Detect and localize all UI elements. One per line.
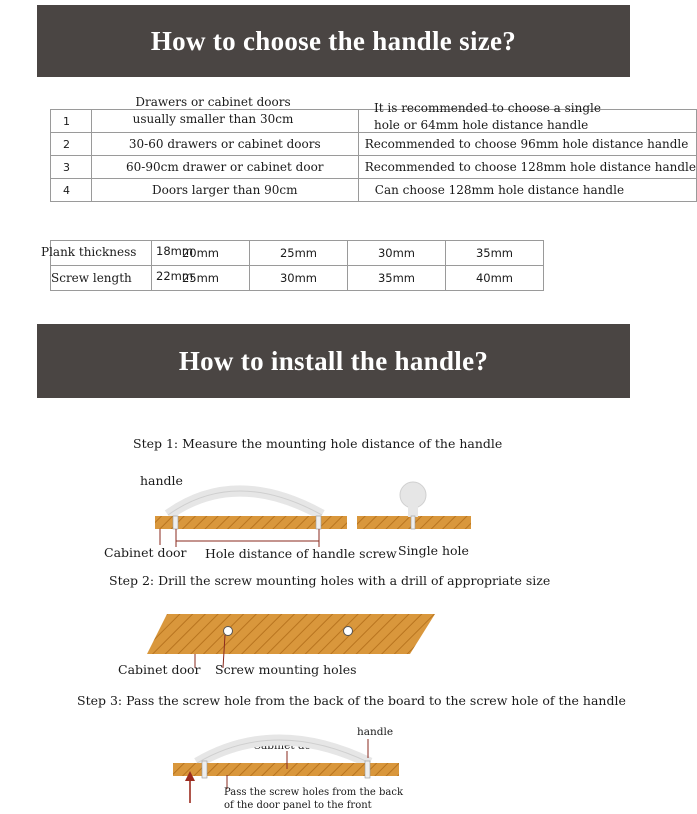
plank-value: 20mm [152, 241, 250, 266]
single-hole-label: Single hole [398, 543, 469, 558]
table-row [51, 133, 697, 156]
step3-note-line: Pass the screw holes from the back [224, 787, 404, 798]
mounting-hole [224, 627, 233, 636]
cabinet-door-label: Cabinet door [104, 545, 187, 560]
plank-thickness-label [41, 241, 152, 266]
handle-shape [168, 491, 322, 515]
door-size-cell: 30-60 drawers or cabinet doors [91, 133, 358, 156]
screw-value: 25mm [152, 266, 250, 291]
handle-label: handle [357, 726, 394, 738]
door-size-line: Drawers or cabinet doors [135, 95, 291, 109]
recommendation-cell: Can choose 128mm hole distance handle [358, 179, 696, 202]
recommendation-cell: Recommended to choose 96mm hole distance handle [358, 133, 696, 156]
recommendation-line: It is recommended to choose a single [374, 101, 601, 115]
door-size-cell: 60-90cm drawer or cabinet door [91, 156, 358, 179]
row-number: 1 [51, 110, 92, 133]
screw-value: 40mm [446, 266, 544, 291]
table-row [51, 266, 544, 291]
step3-text: Step 3: Pass the screw hole from the back of the board to the screw hole of the handle [77, 693, 626, 708]
mounting-hole [344, 627, 353, 636]
step1-text: Step 1: Measure the mounting hole distance of the handle [133, 436, 503, 451]
row-number: 2 [51, 133, 92, 156]
section-title: How to choose the handle size? [150, 25, 517, 56]
plank-thickness-text: Plank thickness [41, 245, 137, 259]
row-number: 3 [51, 156, 92, 179]
handle-shape [197, 740, 370, 763]
table-row [51, 241, 544, 266]
section-title-banner [37, 5, 630, 77]
recommendation-row1 [374, 100, 601, 134]
row-number: 4 [51, 179, 92, 202]
table-row [51, 179, 697, 202]
hole-distance-label: Hole distance of handle screw [205, 546, 397, 561]
screw-length-text: Screw length [51, 271, 132, 285]
handle-label: handle [140, 473, 183, 488]
step2-illustration [145, 610, 440, 670]
cabinet-board [147, 614, 435, 654]
screw-length-label [51, 266, 152, 291]
screw-value-first: 22mm [156, 269, 194, 283]
plank-value-first: 18mm [156, 244, 194, 258]
screw-length-table [41, 240, 544, 291]
cabinet-door-label: Cabinet door [253, 740, 323, 752]
screw-value: 30mm [250, 266, 348, 291]
table-row [51, 156, 697, 179]
plank-value: 25mm [250, 241, 348, 266]
door-size-row1 [78, 94, 348, 128]
step3-note-line: of the door panel to the front [224, 800, 372, 811]
step3-note [224, 786, 403, 812]
plank-value: 35mm [446, 241, 544, 266]
recommendation-line: hole or 64mm hole distance handle [374, 118, 589, 132]
screw-holes-label: Screw mounting holes [215, 662, 357, 677]
door-size-line: usually smaller than 30cm [132, 112, 294, 126]
plank-value: 30mm [348, 241, 446, 266]
door-size-cell: Doors larger than 90cm [91, 179, 358, 202]
cabinet-door-label: Cabinet door [118, 662, 201, 677]
recommendation-cell: Recommended to choose 128mm hole distance handle [358, 156, 696, 179]
section-title-banner [37, 324, 630, 398]
screw-value: 35mm [348, 266, 446, 291]
step2-text: Step 2: Drill the screw mounting holes with a drill of appropriate size [109, 573, 551, 588]
section-title: How to install the handle? [178, 345, 489, 376]
